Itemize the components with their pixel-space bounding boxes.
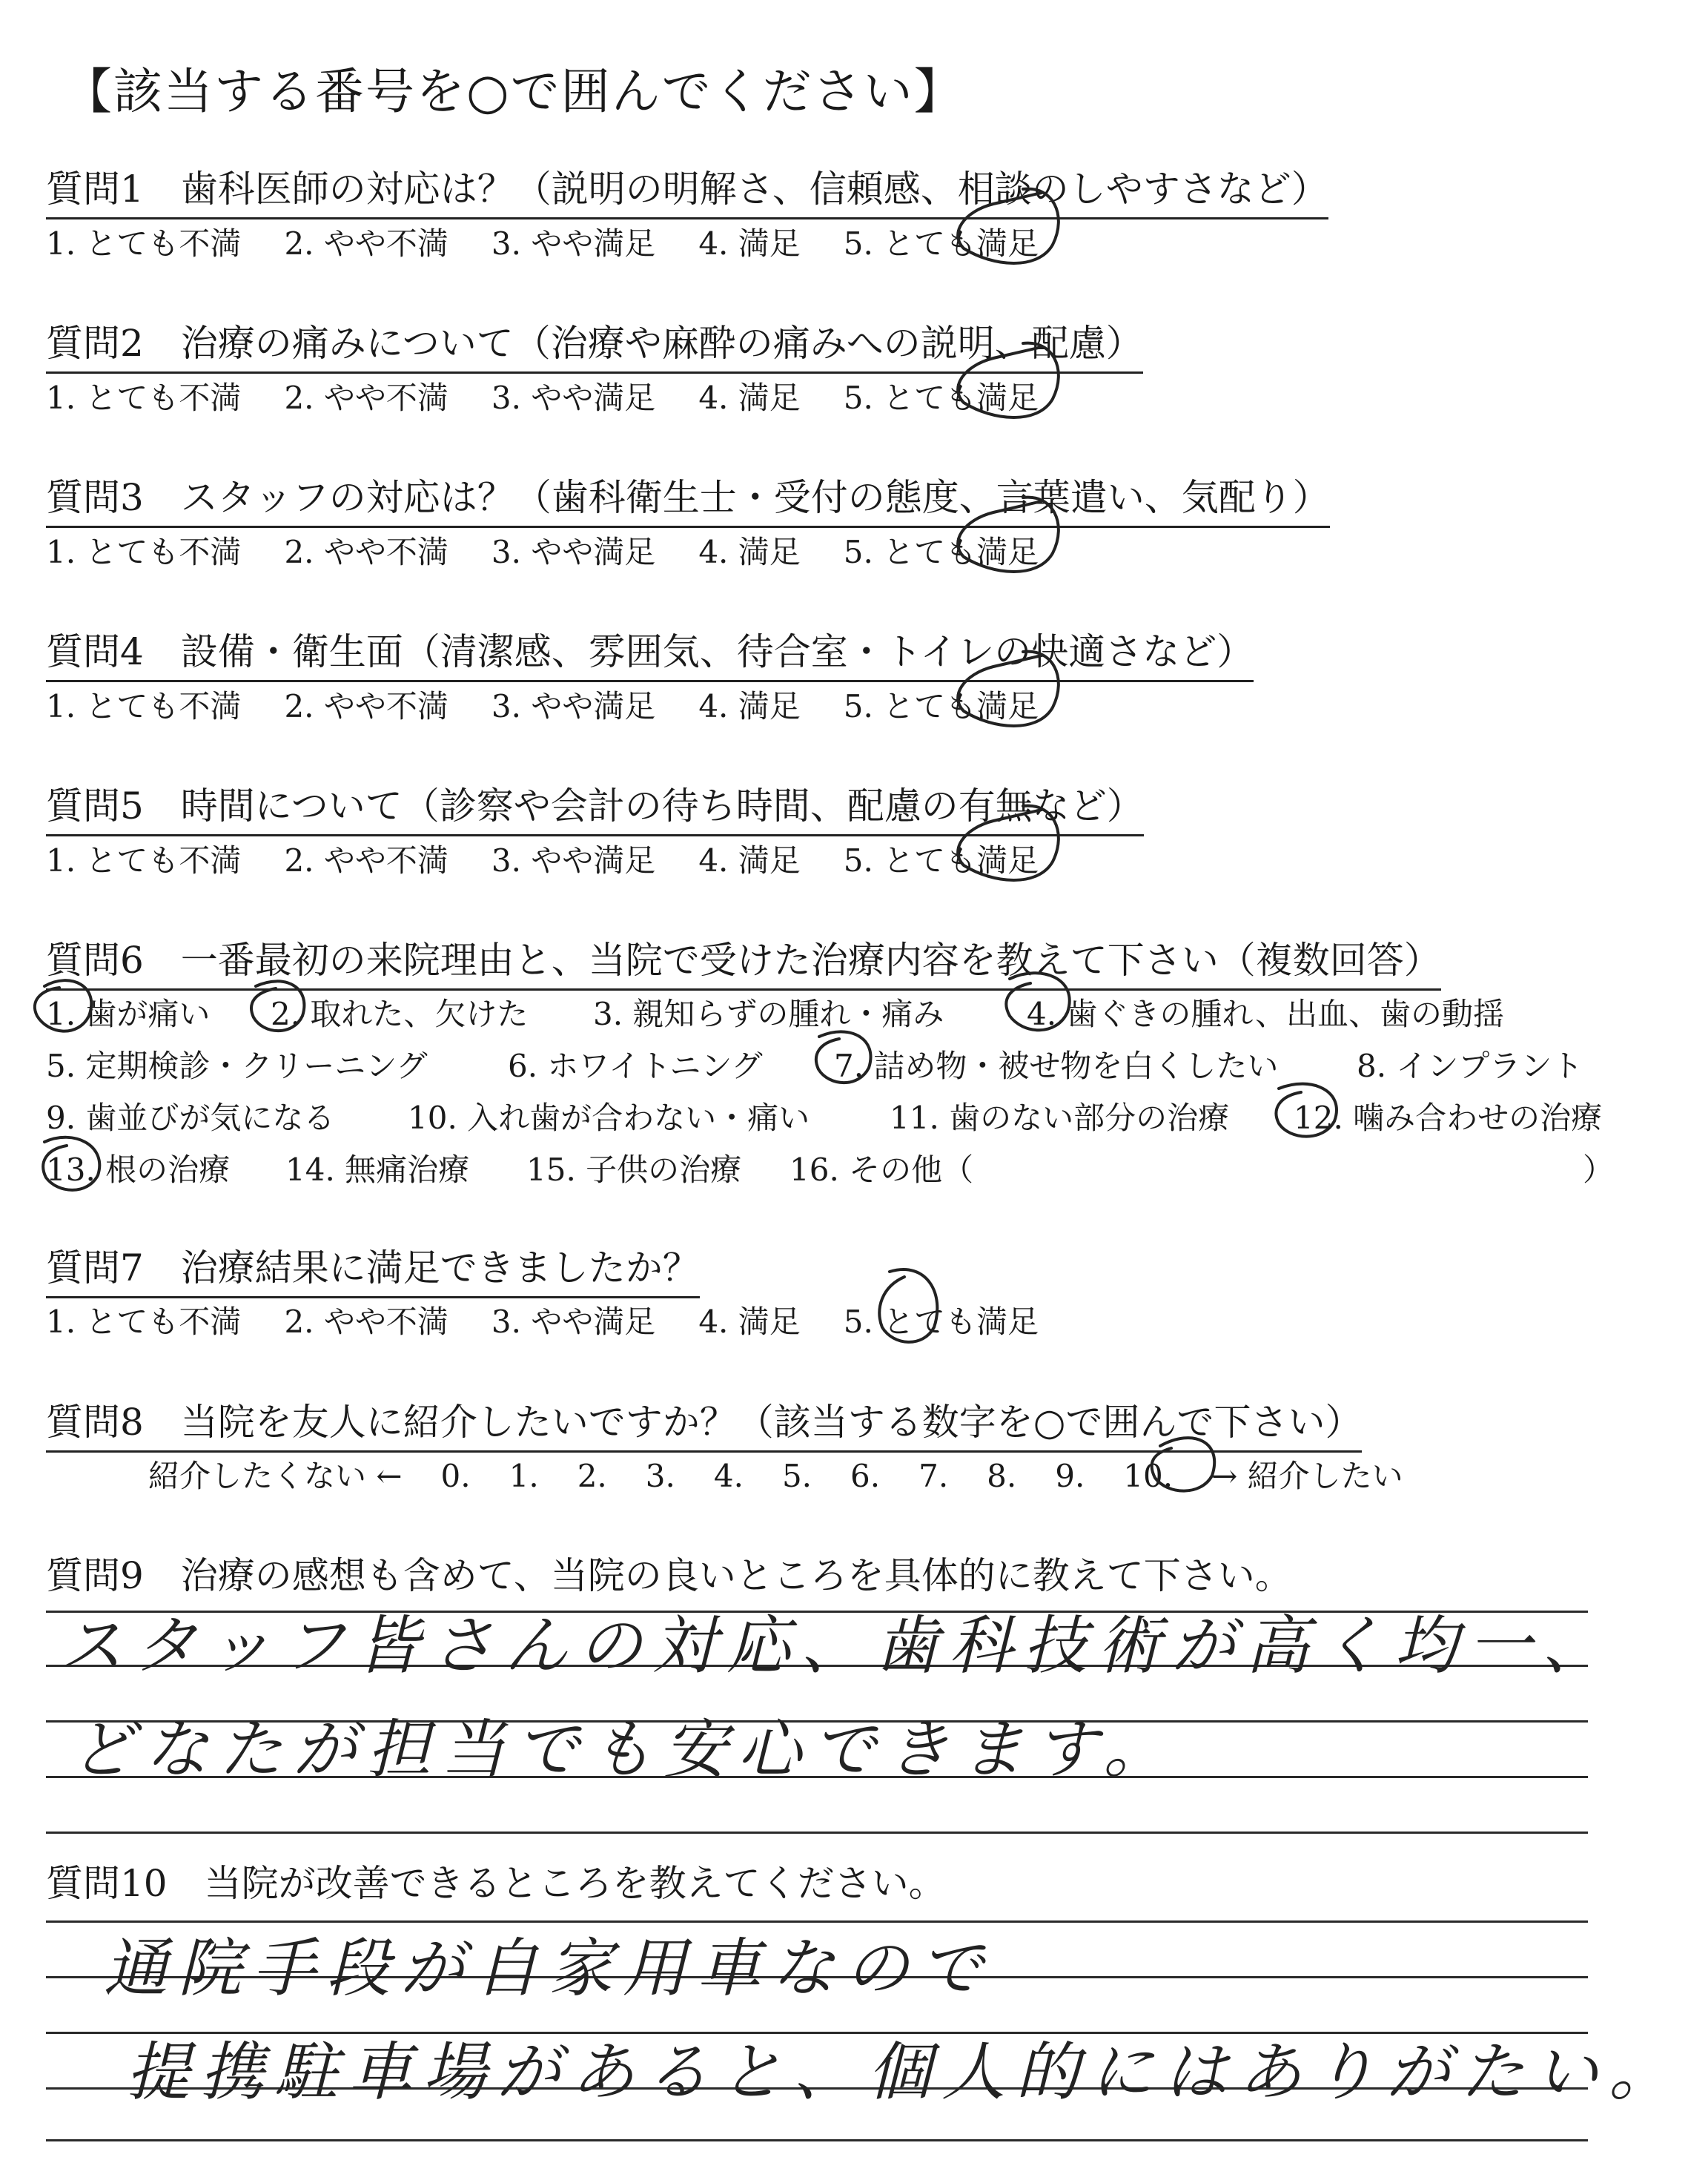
q6-option-12[interactable]: 12. 噛み合わせの治療: [1294, 1100, 1603, 1136]
q6-option-16-close: ）: [1583, 1152, 1615, 1188]
q9-title: 質問9 治療の感想も含めて、当院の良いところを具体的に教えて下さい。: [46, 1554, 1292, 1597]
q3-option-3[interactable]: 3. やや満足: [491, 534, 656, 570]
q5-title: 質問5 時間について（診察や会計の待ち時間、配慮の有無など）: [46, 776, 1144, 836]
q6-option-14[interactable]: 14. 無痛治療: [285, 1152, 470, 1188]
q1-option-1[interactable]: 1. とても不満: [46, 225, 242, 262]
q5-option-2[interactable]: 2. やや不満: [284, 842, 448, 879]
q4-option-1[interactable]: 1. とても不満: [46, 688, 242, 724]
q7-option-5[interactable]: 5. とても満足: [843, 1304, 1039, 1340]
q6-option-15[interactable]: 15. 子供の治療: [526, 1152, 742, 1188]
q10-answer-line-1[interactable]: 通院手段が自家用車なので: [104, 1932, 993, 2006]
q2-options: [46, 374, 1082, 418]
q7-title: 質問7 治療結果に満足できましたか？: [46, 1238, 700, 1298]
q3-options: [46, 528, 1082, 572]
q5-option-4[interactable]: 4. 満足: [698, 842, 801, 879]
q4-option-4[interactable]: 4. 満足: [698, 688, 801, 724]
q3-option-2[interactable]: 2. やや不満: [284, 534, 448, 570]
q8-value-0[interactable]: 0.: [440, 1458, 471, 1494]
q5-options: [46, 836, 1082, 881]
q6-option-9[interactable]: 9. 歯並びが気になる: [46, 1100, 335, 1136]
q8-left-label: 紹介したくない ←: [148, 1458, 403, 1494]
q7-option-4[interactable]: 4. 満足: [698, 1304, 801, 1340]
q3-option-4[interactable]: 4. 満足: [698, 534, 801, 570]
q5-option-5[interactable]: 5. とても満足: [843, 842, 1039, 879]
q8-value-3[interactable]: 3.: [645, 1458, 675, 1494]
q4-option-3[interactable]: 3. やや満足: [491, 688, 656, 724]
q6-option-11[interactable]: 11. 歯のない部分の治療: [890, 1100, 1230, 1136]
q8-right-label: → 紹介したい: [1211, 1458, 1403, 1494]
q1-option-3[interactable]: 3. やや満足: [491, 225, 656, 262]
q6-option-1[interactable]: 1. 歯が痛い: [46, 996, 211, 1032]
q3-option-1[interactable]: 1. とても不満: [46, 534, 242, 570]
q2-option-2[interactable]: 2. やや不満: [284, 380, 448, 416]
q1-option-4[interactable]: 4. 満足: [698, 225, 801, 262]
q8-value-4[interactable]: 4.: [713, 1458, 744, 1494]
q6-option-7[interactable]: 7. 詰め物・被せ物を白くしたい: [834, 1048, 1279, 1084]
q10-title: 質問10 当院が改善できるところを教えてください。: [46, 1862, 946, 1905]
q5-option-1[interactable]: 1. とても不満: [46, 842, 242, 879]
q1-option-5[interactable]: 5. とても満足: [843, 225, 1039, 262]
q1-options: [46, 219, 1082, 264]
q7-options: [46, 1298, 1082, 1342]
q9-answer-line-2[interactable]: どなたが担当でも安心できます。: [70, 1713, 1178, 1787]
q8-value-5[interactable]: 5.: [781, 1458, 812, 1494]
q2-title: 質問2 治療の痛みについて（治療や麻酔の痛みへの説明、配慮）: [46, 314, 1143, 374]
q4-title: 質問4 設備・衛生面（清潔感、雰囲気、待合室・トイレの快適さなど）: [46, 622, 1254, 682]
q3-option-5[interactable]: 5. とても満足: [843, 534, 1039, 570]
q5-option-3[interactable]: 3. やや満足: [491, 842, 656, 879]
q8-value-9[interactable]: 9.: [1055, 1458, 1085, 1494]
q1-title: 質問1 歯科医師の対応は？（説明の明解さ、信頼感、相談のしやすさなど）: [46, 159, 1328, 219]
q3-title: 質問3 スタッフの対応は？（歯科衛生士・受付の態度、言葉遣い、気配り）: [46, 468, 1330, 528]
q2-option-5[interactable]: 5. とても満足: [843, 380, 1039, 416]
q8-scale: [148, 1452, 1442, 1496]
q4-option-5[interactable]: 5. とても満足: [843, 688, 1039, 724]
q8-value-8[interactable]: 8.: [987, 1458, 1017, 1494]
q6-option-4[interactable]: 4. 歯ぐきの腫れ、出血、歯の動揺: [1027, 996, 1504, 1032]
q1-option-2[interactable]: 2. やや不満: [284, 225, 448, 262]
q6-option-3[interactable]: 3. 親知らずの腫れ・痛み: [593, 996, 944, 1032]
q4-options: [46, 682, 1082, 727]
q10-answer-line-2[interactable]: 提携駐車場があると、個人的にはありがたい。: [126, 2035, 1683, 2110]
q8-value-10[interactable]: 10.: [1123, 1458, 1174, 1494]
q7-option-1[interactable]: 1. とても不満: [46, 1304, 242, 1340]
q9-answer-line-1[interactable]: スタッフ皆さんの対応、歯科技術が高く均一、: [59, 1609, 1616, 1683]
q6-option-6[interactable]: 6. ホワイトニング: [508, 1048, 763, 1084]
q8-value-6[interactable]: 6.: [850, 1458, 881, 1494]
q4-option-2[interactable]: 2. やや不満: [284, 688, 448, 724]
page-header: 【該当する番号を○で囲んでください】: [63, 63, 964, 120]
q7-option-3[interactable]: 3. やや満足: [491, 1304, 656, 1340]
q8-value-1[interactable]: 1.: [509, 1458, 539, 1494]
q2-option-3[interactable]: 3. やや満足: [491, 380, 656, 416]
q2-option-4[interactable]: 4. 満足: [698, 380, 801, 416]
q6-option-10[interactable]: 10. 入れ歯が合わない・痛い: [408, 1100, 810, 1136]
q8-value-2[interactable]: 2.: [577, 1458, 607, 1494]
q8-title: 質問8 当院を友人に紹介したいですか？（該当する数字を○で囲んで下さい）: [46, 1393, 1362, 1453]
q6-option-16[interactable]: 16. その他（: [790, 1152, 974, 1188]
q2-option-1[interactable]: 1. とても不満: [46, 380, 242, 416]
q6-option-5[interactable]: 5. 定期検診・クリーニング: [46, 1048, 428, 1084]
q10-ruled-line-5: [46, 2139, 1588, 2141]
q9-ruled-line-5: [46, 1832, 1588, 1834]
q6-title: 質問6 一番最初の来院理由と、当院で受けた治療内容を教えて下さい（複数回答）: [46, 931, 1441, 991]
q7-option-2[interactable]: 2. やや不満: [284, 1304, 448, 1340]
q6-option-13[interactable]: 13. 根の治療: [46, 1152, 231, 1188]
q6-option-2[interactable]: 2. 取れた、欠けた: [271, 996, 529, 1032]
q8-value-7[interactable]: 7.: [918, 1458, 949, 1494]
q6-option-8[interactable]: 8. インプラント: [1357, 1048, 1583, 1084]
